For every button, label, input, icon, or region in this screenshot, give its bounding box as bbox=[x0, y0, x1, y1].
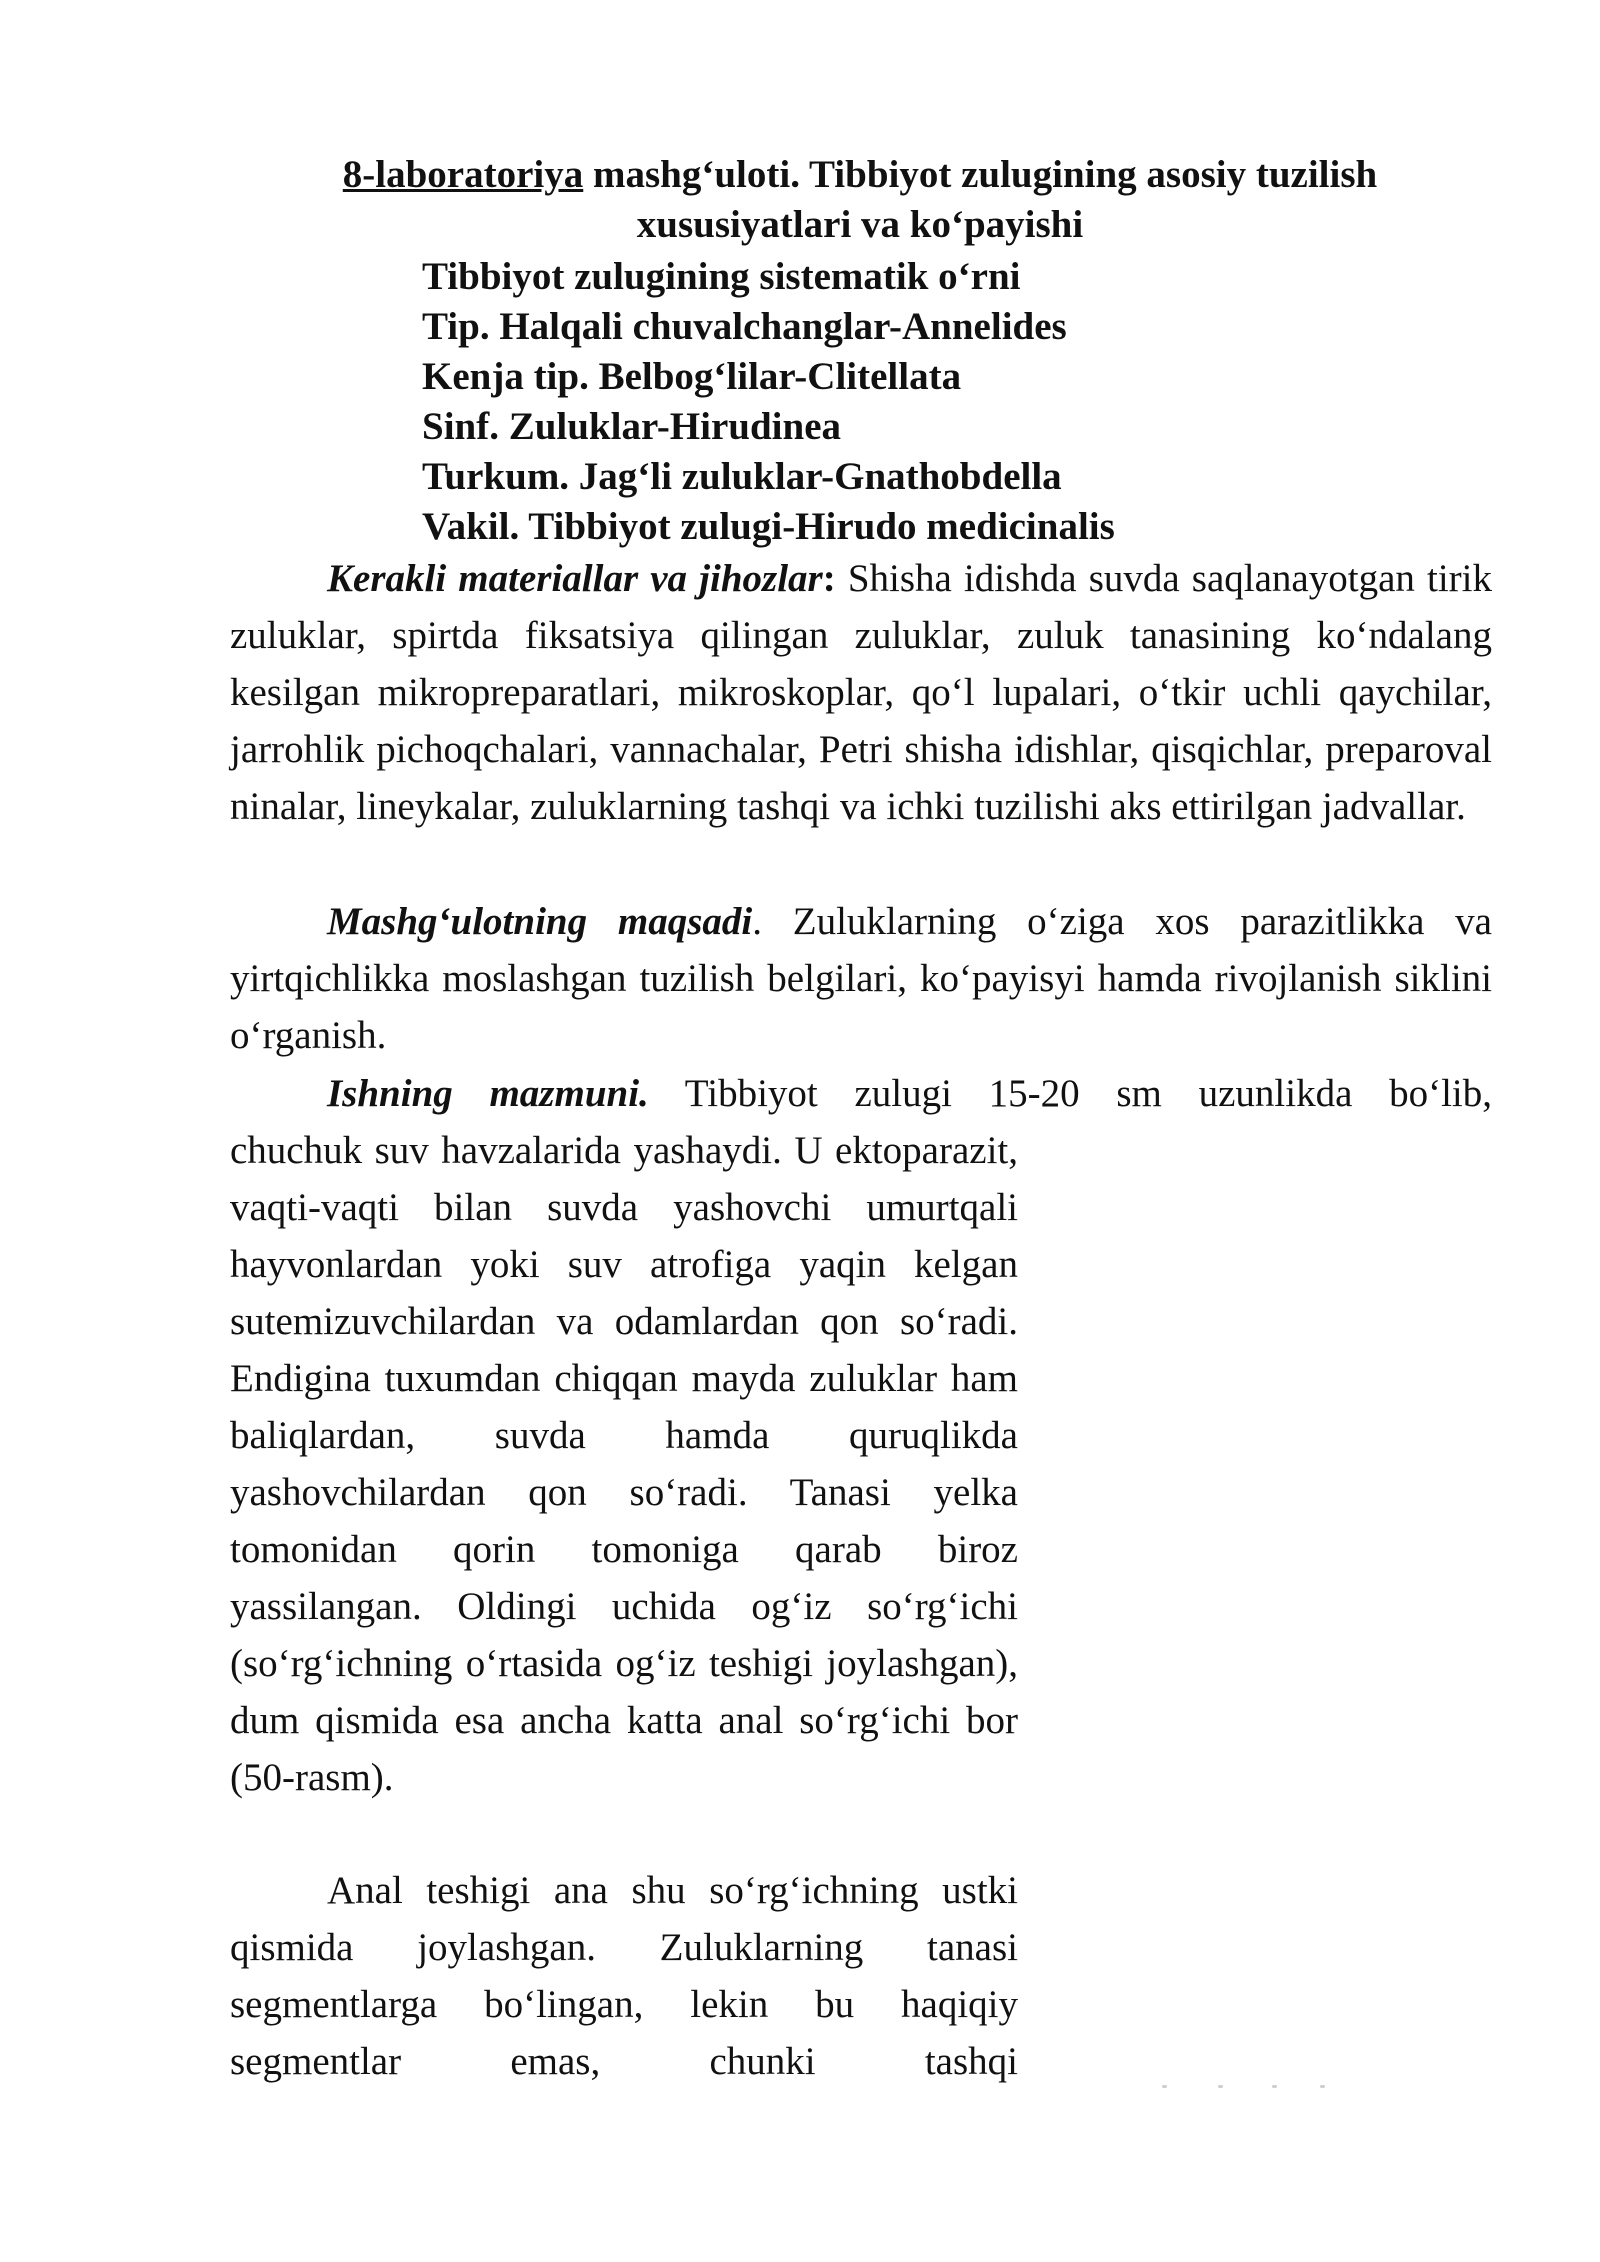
materials-label: Kerakli materiallar va jihozlar bbox=[327, 557, 823, 600]
taxonomy-list bbox=[422, 252, 1115, 552]
title-line-1-rest: mashg‘uloti. Tibbiyot zulugining asosiy tuzilish bbox=[583, 153, 1378, 196]
anal-paragraph bbox=[230, 1862, 1018, 2090]
speck bbox=[1320, 2085, 1325, 2088]
goal-text: . Zuluklarning o‘ziga xos parazitlikka va yirtqichlikka moslashgan tuzilish belgilari, ko‘payisyi hamda rivojlanish siklini o‘rganish. bbox=[230, 900, 1492, 1057]
goal-label: Mashg‘ulotning maqsadi bbox=[327, 900, 753, 943]
content-first-line: Tibbiyot zulugi 15-20 sm uzunlikda bo‘lib, bbox=[648, 1072, 1493, 1115]
taxonomy-heading: Tibbiyot zulugining sistematik o‘rni bbox=[422, 255, 1021, 298]
taxonomy-subphylum: Kenja tip. Belbog‘lilar-Clitellata bbox=[422, 355, 962, 398]
goal-paragraph bbox=[230, 893, 1492, 1064]
taxonomy-class: Sinf. Zuluklar-Hirudinea bbox=[422, 405, 842, 448]
title-line-2: xususiyatlari va ko‘payishi bbox=[636, 203, 1084, 246]
lab-number: 8-laboratoriya bbox=[342, 153, 584, 196]
content-label: Ishning mazmuni. bbox=[327, 1072, 649, 1115]
figure-edge-specks bbox=[1160, 2085, 1330, 2091]
speck bbox=[1162, 2085, 1167, 2088]
taxonomy-order: Turkum. Jag‘li zuluklar-Gnathobdella bbox=[422, 455, 1062, 498]
materials-paragraph bbox=[230, 550, 1492, 835]
lab-title bbox=[230, 150, 1490, 250]
taxonomy-phylum: Tip. Halqali chuvalchanglar-Annelides bbox=[422, 305, 1067, 348]
materials-text: Shisha idishda suvda saqlanayotgan tirik zuluklar, spirtda fiksatsiya qilingan zuluklar, zuluk tanasining ko‘ndalang kesilgan mikropreparatlari, mikroskoplar, qo‘l lupalari, o‘tkir uchli qaychilar, jarrohlik pichoqchalari, vannachalar, Petri shisha idishlar, qisqichlar, preparoval ninalar, lineykalar, zuluklarning tashqi va ichki tuzilishi aks ettirilgan jadvallar. bbox=[230, 557, 1492, 828]
anal-text: Anal teshigi ana shu so‘rg‘ichning ustki qismida joylashgan. Zuluklarning tanasi segmentlarga bo‘lingan, lekin bu haqiqiy segmentlar emas, chunki tashqi bbox=[230, 1869, 1018, 2083]
materials-colon: : bbox=[822, 557, 836, 600]
title-line-1 bbox=[230, 150, 1490, 200]
speck bbox=[1272, 2085, 1277, 2088]
speck bbox=[1218, 2085, 1223, 2088]
taxonomy-species: Vakil. Tibbiyot zulugi-Hirudo medicinalis bbox=[422, 505, 1115, 548]
content-paragraph: chuchuk suv havzalarida yashaydi. U ektoparazit, vaqti-vaqti bilan suvda yashovchi umurtqali hayvonlardan yoki suv atrofiga yaqin kelgan sutemizuvchilardan va odamlardan qon so‘radi. Endigina tuxumdan chiqqan mayda zuluklar ham baliqlardan, suvda hamda quruqlikda yashovchilardan qon so‘radi. Tanasi yelka tomonidan qorin tomoniga qarab biroz yassilangan. Oldingi uchida og‘iz so‘rg‘ichi (so‘rg‘ichning o‘rtasida og‘iz teshigi joylashgan), dum qismida esa ancha katta anal so‘rg‘ichi bor (50-rasm). bbox=[230, 1129, 1018, 1799]
content-paragraph-first-line bbox=[230, 1065, 1492, 1122]
